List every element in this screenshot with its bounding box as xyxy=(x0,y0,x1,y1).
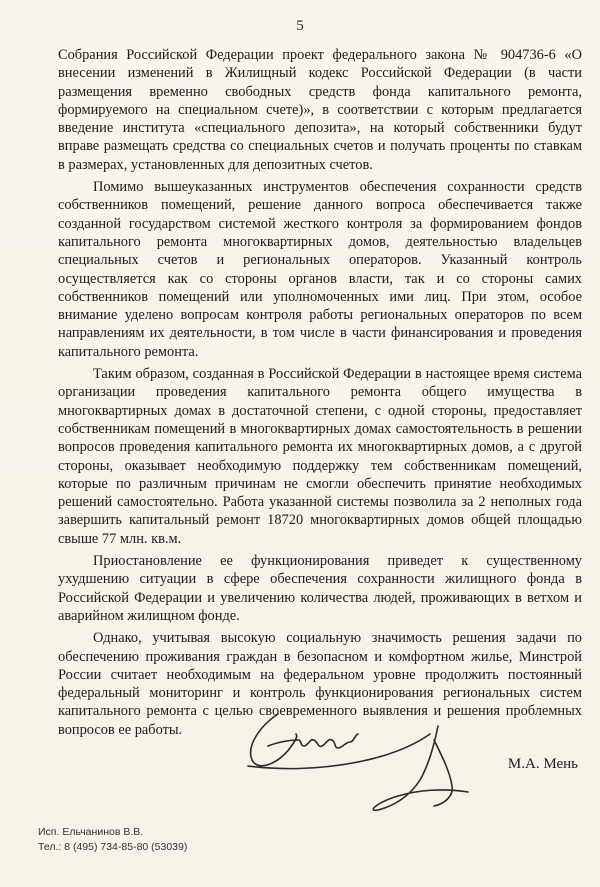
paragraph-control-system: Помимо вышеуказанных инструментов обеспечения сохранности средств собственников помещений, решение данного вопроса обеспечивается также созданной государством системой жесткого контроля за формированием фондов капитального ремонта многоквартирных домов, деятельностью владельцев специальных счетов и региональных операторов. Указанный контроль осуществляется как со стороны органов власти, так и со стороны самих собственников помещений или уполномоченных ими лиц. При этом, особое внимание уделено вопросам контроля работы региональных операторов по всем направлениям их деятельности, в том числе в части финансирования и проведения капитального ремонта. xyxy=(58,179,582,360)
paragraph-continuation: Собрания Российской Федерации проект федерального закона № 904736-6 «О внесении изменений в Жилищный кодекс Российской Федерации (в части размещения временно свободных средств фонда капитального ремонта, формируемого на специальном счете)», в соответствии с которым предлагается введение института «специального депозита», на который собственники будут вправе размещать средства со специальных счетов и получать проценты по ставкам в размерах, установленных для депозитных счетов. xyxy=(58,47,582,173)
paragraph-suspension-effect: Приостановление ее функционирования приведет к существенному ухудшению ситуации в сфере обеспечения сохранности жилищного фонда в Российской Федерации и увеличению количества людей, проживающих в ветхом и аварийном жилищном фонде. xyxy=(58,553,582,624)
letter-body xyxy=(58,46,582,743)
executor-phone: Тел.: 8 (495) 734-85-80 (53039) xyxy=(38,841,188,853)
executor-footer xyxy=(38,825,187,855)
handwritten-signature xyxy=(238,706,498,826)
paragraph-minstroy-position: Однако, учитывая высокую социальную значимость решения задачи по обеспечению проживания граждан в безопасном и комфортном жилье, Минстрой России считает необходимым на федеральном уровне продолжить постоянный федеральный мониторинг и контроль функционирования региональных систем капитального ремонта с целью своевременного выявления и решения проблемных вопросов ее работы. xyxy=(58,630,582,738)
paragraph-conclusion: Таким образом, созданная в Российской Федерации в настоящее время система организации проведения капитального ремонта общего имущества в многоквартирных домах в достаточной степени, с одной стороны, предоставляет собственникам помещений в многоквартирных домах самостоятельность в решении вопросов проведения капитального ремонта их многоквартирных домов, а с другой стороны, оказывает необходимую поддержку тем собственникам помещений, которые по различным причинам не смогли обеспечить принятие необходимых решений самостоятельно. Работа указанной системы позволила за 2 неполных года завершить капитальный ремонт 18720 многоквартирных домов общей площадью свыше 77 млн. кв.м. xyxy=(58,366,582,547)
signer-name: М.А. Мень xyxy=(507,756,578,772)
executor-name: Исп. Ельчанинов В.В. xyxy=(38,826,144,838)
page-number: 5 xyxy=(296,18,304,34)
